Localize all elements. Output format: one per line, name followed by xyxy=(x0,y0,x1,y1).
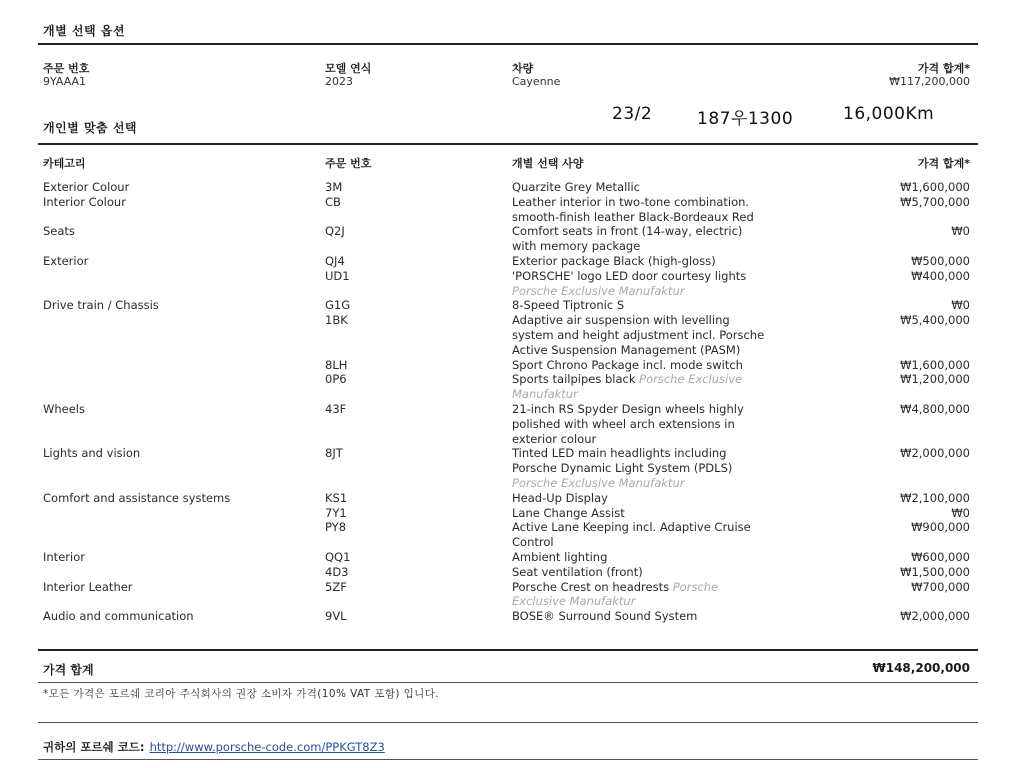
row-option-description xyxy=(512,372,742,402)
option-line xyxy=(512,343,764,358)
row-order-code: 43F xyxy=(325,402,347,416)
row-option-description xyxy=(512,580,718,610)
option-line xyxy=(512,580,718,595)
option-line xyxy=(512,254,716,269)
porsche-code-link[interactable]: http://www.porsche-code.com/PPKGT8Z3 xyxy=(149,740,385,754)
row-price: ₩1,600,000 xyxy=(900,180,970,194)
exclusive-note: Porsche Exclusive Manufaktur xyxy=(512,475,685,490)
row-price: ₩2,000,000 xyxy=(900,446,970,461)
option-line xyxy=(512,298,624,313)
price-note: *모든 가격은 포르쉐 코리아 주식회사의 권장 소비자 가격(10% VAT 포함) 입니다. xyxy=(43,688,439,700)
row-price: ₩4,800,000 xyxy=(900,402,970,416)
row-order-code: QQ1 xyxy=(325,550,351,564)
license-plate: 187우1300 xyxy=(697,109,794,129)
row-price: ₩1,200,000 xyxy=(900,372,970,387)
row-order-code: PY8 xyxy=(325,520,347,535)
price-total-value: ₩117,200,000 xyxy=(889,75,970,88)
row-order-code: 1BK xyxy=(325,313,348,328)
option-line xyxy=(512,609,697,624)
option-line-text: Porsche Dynamic Light System (PDLS) xyxy=(512,461,733,476)
row-order-code: 3M xyxy=(325,180,343,194)
divider xyxy=(38,649,978,651)
row-option-description xyxy=(512,506,625,521)
total-label: 가격 합계 xyxy=(43,663,94,677)
option-line-text: Seat ventilation (front) xyxy=(512,564,643,579)
option-line-text: system and height adjustment incl. Porsche xyxy=(512,327,765,342)
option-line-text: Exterior package Black (high-gloss) xyxy=(512,254,716,268)
option-line-text: Control xyxy=(512,535,554,550)
row-option-description xyxy=(512,565,643,580)
option-line-text: Comfort seats in front (14-way, electric) xyxy=(512,224,743,239)
row-price: ₩1,600,000 xyxy=(900,357,970,372)
mileage: 16,000Km xyxy=(843,104,935,124)
option-line-text: BOSE® Surround Sound System xyxy=(512,609,698,624)
row-order-code: 9VL xyxy=(325,609,347,624)
order-no-value: 9YAAA1 xyxy=(43,75,87,88)
header-order-no: 주문 번호 xyxy=(43,62,90,75)
row-category: Audio and communication xyxy=(43,609,194,624)
option-line xyxy=(512,535,751,550)
row-option-description xyxy=(512,520,751,550)
option-line xyxy=(512,239,742,254)
row-category: Interior xyxy=(43,550,85,564)
registration-date: 23/2 xyxy=(612,104,653,124)
row-category: Seats xyxy=(43,224,75,239)
row-order-code: Q2J xyxy=(325,224,345,239)
row-category: Drive train / Chassis xyxy=(43,298,159,313)
model-year-value: 2023 xyxy=(325,75,353,88)
option-line-text: Lane Change Assist xyxy=(512,505,625,520)
option-line-text: 'PORSCHE' logo LED door courtesy lights xyxy=(512,268,747,283)
porsche-code-label: 귀하의 포르쉐 코드: xyxy=(43,740,145,754)
row-option-description xyxy=(512,195,754,225)
option-line-text: exterior colour xyxy=(512,431,597,446)
divider xyxy=(38,722,978,723)
divider xyxy=(38,43,978,45)
row-category: Interior Leather xyxy=(43,579,133,594)
row-order-code: 7Y1 xyxy=(325,505,347,520)
option-line xyxy=(512,210,754,225)
option-line-text: with memory package xyxy=(512,239,641,254)
row-option-description xyxy=(512,609,697,624)
header-price-total: 가격 합계* xyxy=(917,62,970,75)
porsche-code-line xyxy=(43,736,385,755)
divider xyxy=(38,759,978,760)
option-line-text: Porsche Crest on headrests xyxy=(512,579,670,594)
option-line-text: Head-Up Display xyxy=(512,490,608,505)
row-order-code: CB xyxy=(325,194,341,209)
row-option-description xyxy=(512,402,744,446)
total-value: ₩148,200,000 xyxy=(872,661,970,675)
option-line-text: Ambient lighting xyxy=(512,550,608,564)
row-price: ₩5,400,000 xyxy=(900,313,970,328)
header-option: 개별 선택 사양 xyxy=(512,157,584,170)
option-line xyxy=(512,506,625,521)
option-line xyxy=(512,269,746,284)
row-price: ₩1,500,000 xyxy=(900,564,970,579)
row-price: ₩700,000 xyxy=(911,579,970,594)
row-category: Interior Colour xyxy=(43,194,126,209)
row-category: Exterior Colour xyxy=(43,180,130,194)
option-line-text: Sport Chrono Package incl. mode switch xyxy=(512,357,743,372)
header-model-year: 모델 연식 xyxy=(325,62,372,75)
option-line xyxy=(512,550,607,565)
header-vehicle: 차량 xyxy=(512,62,534,75)
row-order-code: 4D3 xyxy=(325,564,349,579)
option-line xyxy=(512,417,744,432)
row-category: Lights and vision xyxy=(43,446,141,461)
row-option-description xyxy=(512,446,732,490)
row-order-code: QJ4 xyxy=(325,254,345,268)
header-category: 카테고리 xyxy=(43,157,86,170)
exclusive-note: Manufaktur xyxy=(512,387,578,402)
option-line-text: Leather interior in two-tone combination. xyxy=(512,194,750,209)
option-line-text: smooth-finish leather Black-Bordeaux Red xyxy=(512,209,754,224)
row-category: Wheels xyxy=(43,402,85,416)
vehicle-value: Cayenne xyxy=(512,75,561,88)
option-line-text: Active Suspension Management (PASM) xyxy=(512,342,741,357)
divider xyxy=(38,682,978,683)
row-price: ₩900,000 xyxy=(911,520,970,535)
option-line-text: Tinted LED main headlights including xyxy=(512,446,727,461)
row-order-code: G1G xyxy=(325,298,351,313)
row-order-code: 8LH xyxy=(325,357,348,372)
row-category: Exterior xyxy=(43,254,89,268)
option-line xyxy=(512,446,732,461)
option-line xyxy=(512,372,742,387)
row-option-description xyxy=(512,180,640,195)
row-option-description xyxy=(512,313,764,357)
section-title-options: 개별 선택 옵션 xyxy=(43,24,125,38)
row-order-code: KS1 xyxy=(325,490,348,505)
header-order-no-2: 주문 번호 xyxy=(325,157,372,170)
row-option-description xyxy=(512,298,624,313)
option-line xyxy=(512,195,754,210)
exclusive-note: Porsche Exclusive Manufaktur xyxy=(512,283,685,298)
row-order-code: 5ZF xyxy=(325,579,347,594)
option-line xyxy=(512,313,764,328)
row-price: ₩600,000 xyxy=(911,550,970,564)
row-option-description xyxy=(512,224,742,254)
header-price: 가격 합계* xyxy=(917,157,970,170)
row-order-code: 8JT xyxy=(325,446,343,461)
row-option-description xyxy=(512,550,607,565)
option-line xyxy=(512,491,608,506)
row-price: ₩0 xyxy=(951,224,970,239)
option-line-text: polished with wheel arch extensions in xyxy=(512,416,735,431)
row-option-description xyxy=(512,358,743,373)
exclusive-note: Exclusive Manufaktur xyxy=(512,594,636,609)
row-price: ₩2,100,000 xyxy=(900,490,970,505)
option-line xyxy=(512,565,643,580)
option-line xyxy=(512,432,744,447)
option-line-text: Active Lane Keeping incl. Adaptive Cruise xyxy=(512,520,751,535)
option-line-text: Quarzite Grey Metallic xyxy=(512,180,640,194)
option-line xyxy=(512,461,732,476)
row-order-code: 0P6 xyxy=(325,372,347,387)
exclusive-note: Porsche Exclusive xyxy=(635,372,743,387)
row-category: Comfort and assistance systems xyxy=(43,490,231,505)
row-option-description xyxy=(512,269,746,299)
option-line xyxy=(512,328,764,343)
row-option-description xyxy=(512,491,608,506)
option-line xyxy=(512,224,742,239)
row-order-code: UD1 xyxy=(325,268,350,283)
exclusive-note: Porsche xyxy=(669,579,719,594)
divider xyxy=(38,143,978,145)
option-line-text: Sports tailpipes black xyxy=(512,372,636,387)
row-price: ₩0 xyxy=(951,298,970,313)
option-line-text: 21-inch RS Spyder Design wheels highly xyxy=(512,402,744,416)
option-line xyxy=(512,180,640,195)
option-line-text: Adaptive air suspension with levelling xyxy=(512,313,730,328)
row-price: ₩0 xyxy=(951,505,970,520)
option-line-text: 8-Speed Tiptronic S xyxy=(512,298,625,313)
section-title-custom: 개인별 맞춤 선택 xyxy=(43,121,138,135)
row-option-description xyxy=(512,254,716,269)
option-line xyxy=(512,358,743,373)
option-line xyxy=(512,402,744,417)
option-line xyxy=(512,520,751,535)
row-price: ₩500,000 xyxy=(911,254,970,268)
row-price: ₩400,000 xyxy=(911,268,970,283)
row-price: ₩2,000,000 xyxy=(900,609,970,624)
row-price: ₩5,700,000 xyxy=(900,194,970,209)
